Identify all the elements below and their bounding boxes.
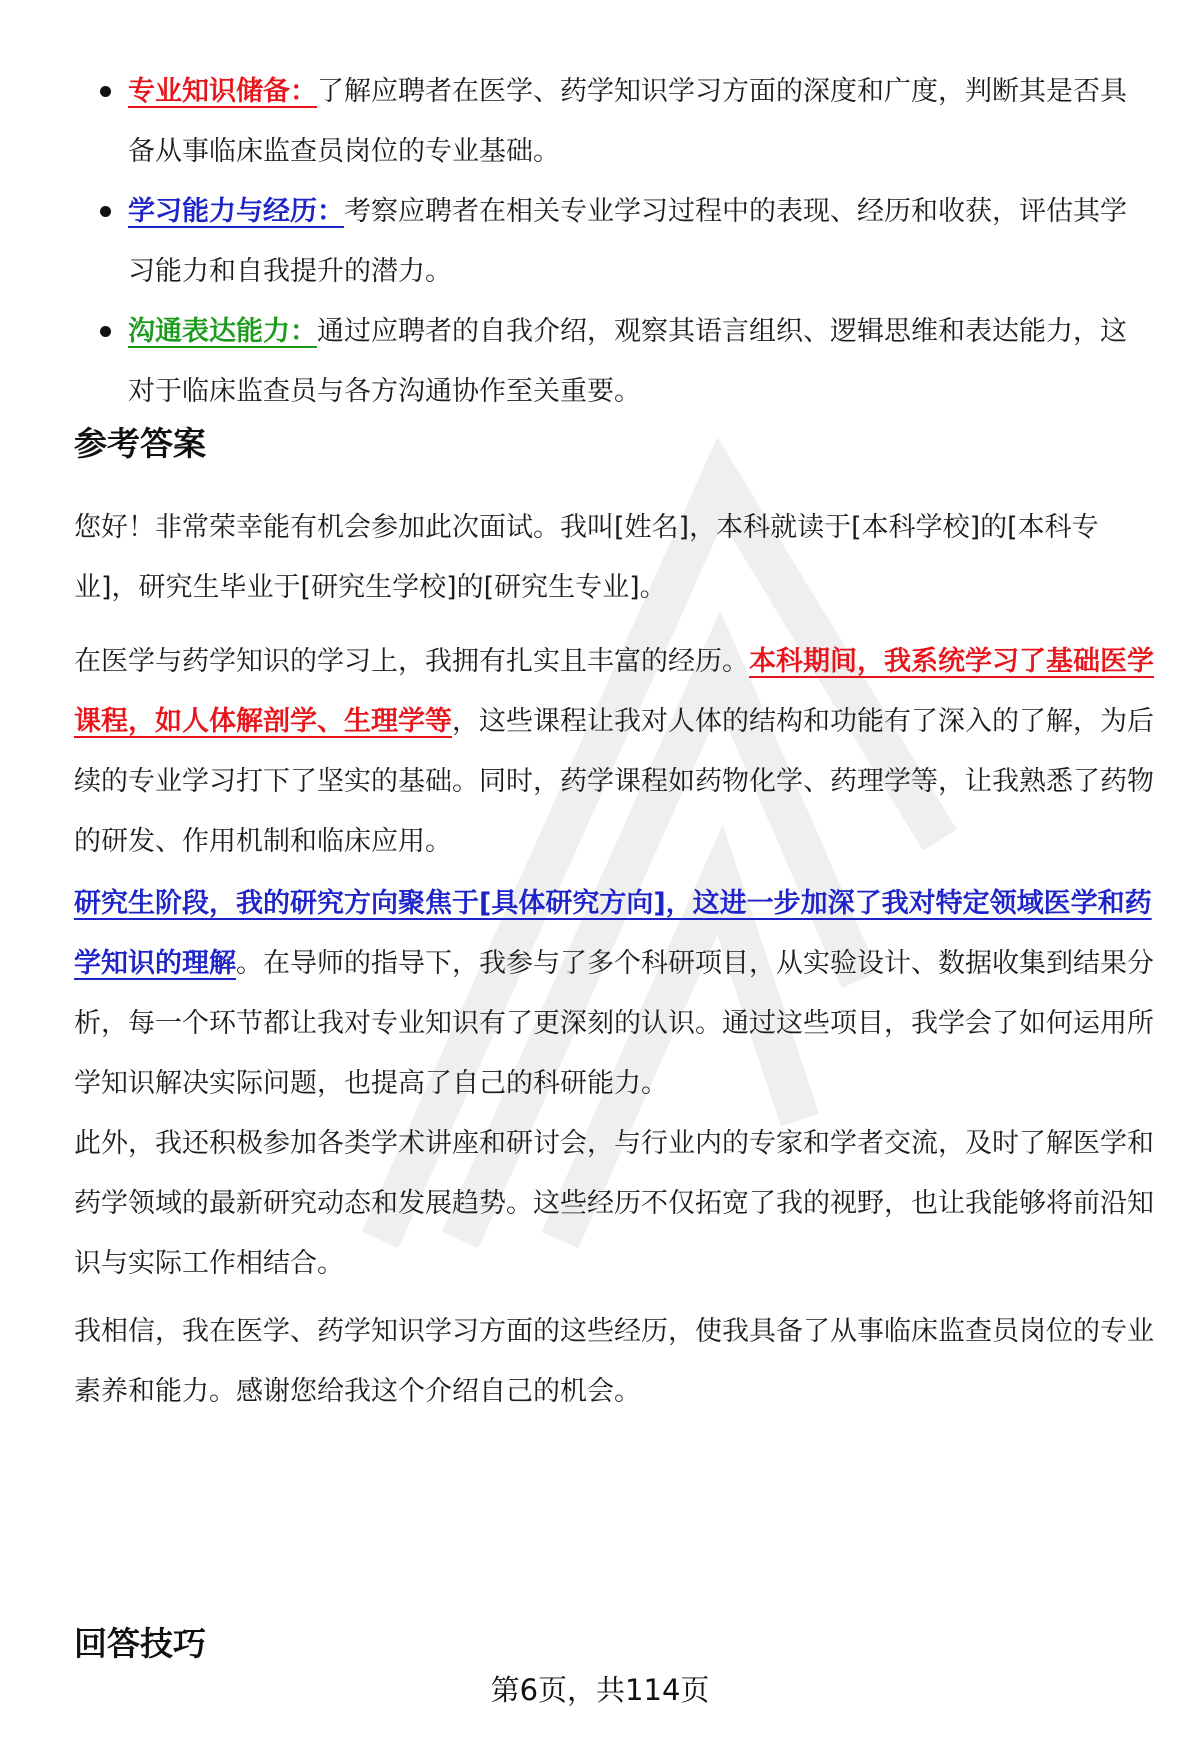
page-number: 第6页，共114页 — [490, 1673, 710, 1707]
bullet-text: 通过应聘者的自我介绍，观察其语言组织、逻辑思维和表达能力，这对于临床监查员与各方沟通协作至关重要。 — [128, 316, 1127, 407]
highlight-text: 研究生阶段，我的研究方向聚焦于[具体研究方向]，这进一步加深了我对特定领域医学和药学知识的理解 — [74, 888, 1152, 979]
list-item — [96, 302, 1146, 422]
bullet-text: 了解应聘者在医学、药学知识学习方面的深度和广度，判断其是否具备从事临床监查员岗位的专业基础。 — [128, 76, 1127, 167]
section-heading-answer-tips: 回答技巧 — [74, 1624, 206, 1663]
paragraph-graduate — [74, 874, 1154, 1114]
paragraph-undergrad — [74, 632, 1154, 872]
evaluation-points-list — [96, 62, 1146, 422]
bullet-keyword: 专业知识储备： — [128, 76, 317, 107]
paragraph-text: ，这些课程让我对人体的结构和功能有了深入的了解，为后续的专业学习打下了坚实的基础。同时，药学课程如药物化学、药理学等，让我熟悉了药物的研发、作用机制和临床应用。 — [74, 706, 1154, 857]
paragraph-activities: 此外，我还积极参加各类学术讲座和研讨会，与行业内的专家和学者交流，及时了解医学和药学领域的最新研究动态和发展趋势。这些经历不仅拓宽了我的视野，也让我能够将前沿知识与实际工作相结合。 — [74, 1128, 1154, 1279]
list-item — [96, 182, 1146, 302]
paragraph-text: 在医学与药学知识的学习上，我拥有扎实且丰富的经历。 — [74, 646, 749, 677]
paragraph-text: 。在导师的指导下，我参与了多个科研项目，从实验设计、数据收集到结果分析，每一个环节都让我对专业知识有了更深刻的认识。通过这些项目，我学会了如何运用所学知识解决实际问题，也提高了自己的科研能力。 — [74, 948, 1154, 1099]
bullet-keyword: 学习能力与经历： — [128, 196, 344, 227]
bullet-keyword: 沟通表达能力： — [128, 316, 317, 347]
paragraph-intro: 您好！非常荣幸能有机会参加此次面试。我叫[姓名]，本科就读于[本科学校]的[本科专业]，研究生毕业于[研究生学校]的[研究生专业]。 — [74, 512, 1099, 603]
highlight-text: 本科期间，我系统学习了基础医学课程，如人体解剖学、生理学等 — [74, 646, 1154, 737]
list-item — [96, 62, 1146, 182]
paragraph-closing: 我相信，我在医学、药学知识学习方面的这些经历，使我具备了从事临床监查员岗位的专业素养和能力。感谢您给我这个介绍自己的机会。 — [74, 1316, 1154, 1407]
section-heading-reference-answer: 参考答案 — [74, 424, 206, 463]
bullet-text: 考察应聘者在相关专业学习过程中的表现、经历和收获，评估其学习能力和自我提升的潜力。 — [128, 196, 1127, 287]
